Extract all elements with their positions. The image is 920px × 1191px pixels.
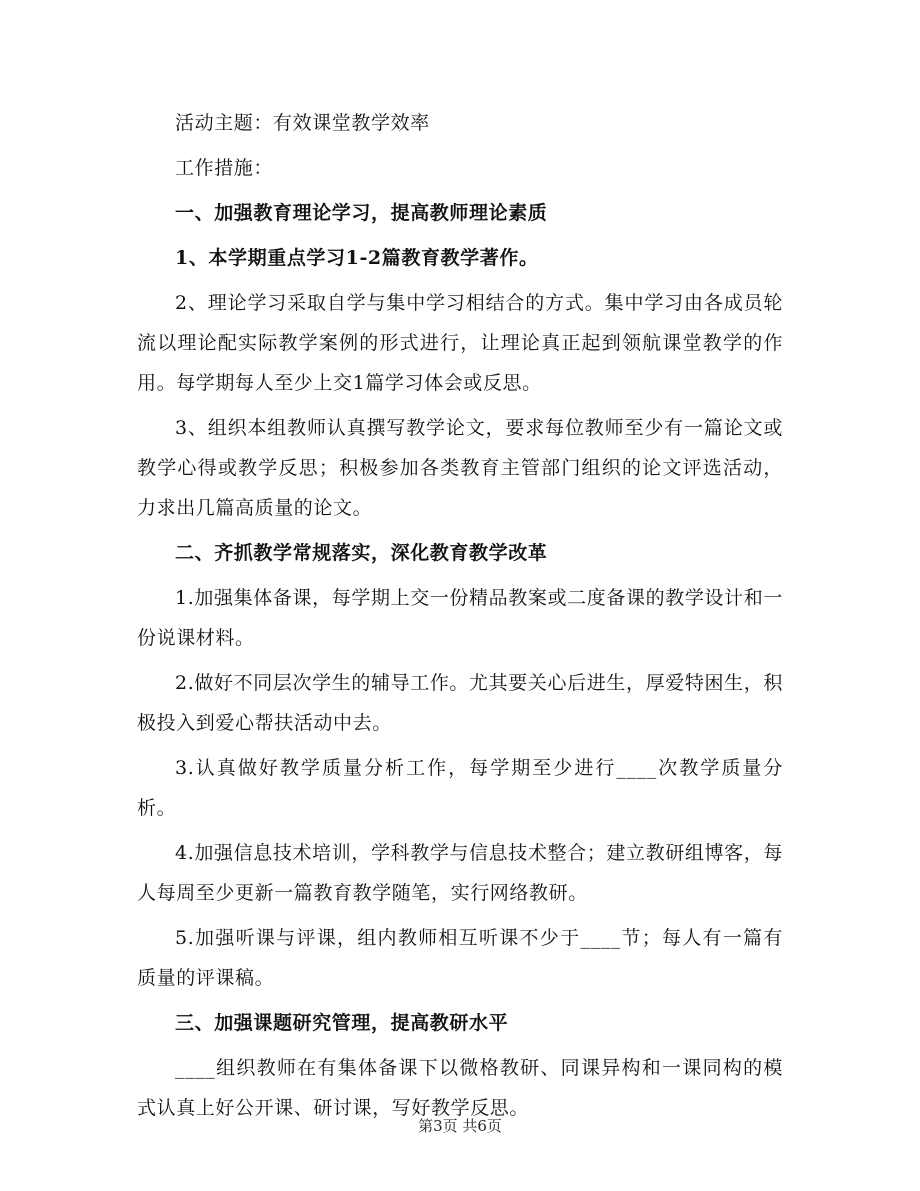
paragraph-1-2: 2、理论学习采取自学与集中学习相结合的方式。集中学习由各成员轮流以理论配实际教学案例的形式进行，让理论真正起到领航课堂教学的作用。每学期每人至少上交1篇学习体会或反思。 xyxy=(137,292,783,394)
paragraph-2-2: 2.做好不同层次学生的辅导工作。尤其要关心后进生，厚爱特困生，积极投入到爱心帮扶活动中去。 xyxy=(137,672,783,734)
paragraph-2-5: 5.加强听课与评课，组内教师相互听课不少于____节；每人有一篇有质量的评课稿。 xyxy=(137,927,783,989)
paragraph-2-1: 1.加强集体备课，每学期上交一份精品教案或二度备课的教学设计和一份说课材料。 xyxy=(137,587,783,649)
section-heading-3: 三、加强课题研究管理，提高教研水平 xyxy=(175,1012,509,1034)
paragraph-measures-label: 工作措施： xyxy=(175,157,274,179)
paragraph-3-1: ____组织教师在有集体备课下以微格教研、同课异构和一课同构的模式认真上好公开课、研讨课，写好教学反思。 xyxy=(137,1057,783,1119)
paragraph-theme: 活动主题：有效课堂教学效率 xyxy=(175,112,430,134)
section-heading-1: 一、加强教育理论学习，提高教师理论素质 xyxy=(175,202,548,224)
paragraph-2-3: 3.认真做好教学质量分析工作，每学期至少进行____次教学质量分析。 xyxy=(137,757,783,819)
section-heading-2: 二、齐抓教学常规落实，深化教育教学改革 xyxy=(175,542,548,564)
paragraph-2-4: 4.加强信息技术培训，学科教学与信息技术整合；建立教研组博客，每人每周至少更新一篇教育教学随笔，实行网络教研。 xyxy=(137,842,783,904)
paragraph-1-1: 1、本学期重点学习1-2篇教育教学著作。 xyxy=(175,247,539,269)
paragraph-1-3: 3、组织本组教师认真撰写教学论文，要求每位教师至少有一篇论文或教学心得或教学反思；积极参加各类教育主管部门组织的论文评选活动，力求出几篇高质量的论文。 xyxy=(137,417,783,519)
page-number: 第3页 共6页 xyxy=(418,1117,502,1135)
document-body xyxy=(137,103,783,1133)
